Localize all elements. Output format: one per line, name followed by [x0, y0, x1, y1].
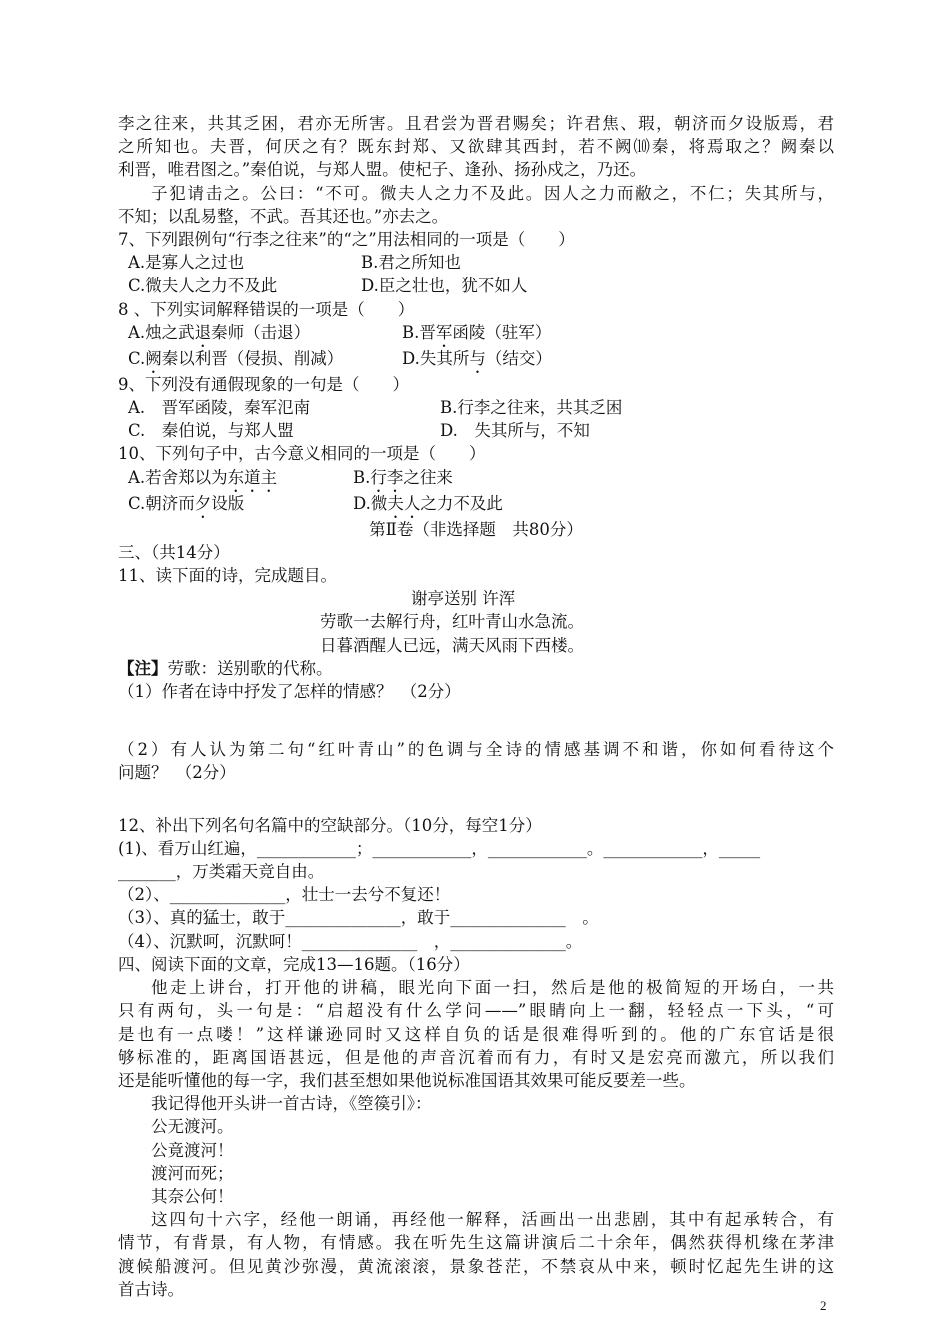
passage-line: 不知；以乱易整，不武。吾其还也。”亦去之。 [118, 206, 449, 226]
question-8-options-row1 [118, 321, 834, 347]
note-text: 劳歌：送别歌的代称。 [167, 658, 333, 678]
option-a [118, 321, 402, 347]
question-12-stem: 12、补出下列名句名篇中的空缺部分。（10分，每空1分） [118, 815, 542, 835]
question-11-sub1: （1）作者在诗中抒发了怎样的情感？ （2分） [118, 682, 461, 702]
article-line: 是也有一点喽！”这样谦逊同时又这样自负的话是很难得听到的。他的广东官话是很 [118, 1024, 834, 1044]
page-number: 2 [820, 1298, 827, 1313]
passage-line: 之所知也。夫晋，何厌之有？既东封郑、又欲肆其西封，若不阙⑽秦，将焉取之？阙秦以 [118, 137, 834, 157]
note-label: 【注】 [118, 658, 168, 678]
option-text: 之力不及此 [420, 493, 503, 513]
document-page [118, 112, 834, 1301]
passage-line: 子犯请击之。公曰：“不可。微夫人之力不及此。因人之力而敝之，不仁；失其所与， [151, 183, 834, 203]
option-d: D.臣之壮也，犹不如人 [361, 276, 528, 296]
poem-line: 劳歌一去解行舟，红叶青山水急流。 [320, 612, 584, 632]
option-text: 秦师（击退） [211, 322, 311, 342]
poem-verse: 渡河而死； [151, 1163, 234, 1183]
option-d [353, 492, 503, 518]
emphasized-word: 退 [194, 322, 212, 342]
option-text: 秦以利晋（侵损、削减） [161, 348, 344, 368]
option-c [118, 492, 353, 518]
section-2-title: 第Ⅱ卷（非选择题 共80分） [369, 519, 583, 539]
emphasized-word: 夫人 [387, 493, 421, 513]
question-8-options-row2 [118, 347, 834, 373]
option-a: A.是寡人之过也 [128, 253, 245, 273]
question-8-stem: 8 、下列实词解释错误的一项是（ ） [118, 299, 415, 319]
option-a: A. 晋军函陵，秦军氾南 [128, 398, 311, 418]
emphasized-word: 行李 [370, 467, 404, 487]
article-line: 首古诗。 [118, 1279, 184, 1299]
option-b [402, 321, 551, 347]
question-9-stem: 9、下列没有通假现象的一句是（ ） [118, 374, 409, 394]
article-line: 渡候船渡河。但见黄沙弥漫，黄流滚滚，景象苍茫，不禁哀从中来，顿时忆起先生讲的这 [118, 1256, 834, 1276]
question-7-options-row1 [118, 251, 834, 274]
passage-line: 李之往来，共其乏困，君亦无所害。且君尝为晋君赐矣；许君焦、瑕，朝济而夕设版焉，君 [118, 114, 834, 133]
emphasized-word: 阙 [145, 348, 162, 368]
answer-space [118, 785, 834, 808]
poem-line: 日暮酒醒人已远，满天风雨下西楼。 [320, 635, 584, 655]
poem-note [118, 657, 834, 680]
answer-space [118, 703, 834, 726]
emphasized-word: 军 [435, 322, 453, 342]
option-text: C.朝济而 [128, 493, 195, 513]
option-text: 之往来 [403, 467, 453, 487]
option-c: C.微夫人之力不及此 [128, 276, 278, 296]
article-line: 只有两句，头一句是：“启超没有什么学问——”眼睛向上一翻，轻轻点一下头，“可 [118, 1001, 834, 1021]
option-d [402, 347, 552, 373]
poem-verse: 公竟渡河！ [151, 1140, 234, 1160]
article-line: 这四句十六字，经他一朗诵，再经他一解释，活画出一出悲剧，其中有起承转合，有 [151, 1210, 834, 1230]
passage-line: 利晋，唯君图之。”秦伯说，与郑人盟。使杞子、逢孙、扬孙戍之，乃还。 [118, 160, 647, 180]
emphasized-word: 与 [469, 348, 486, 368]
option-b [353, 466, 453, 492]
option-text: D.失其所 [402, 348, 470, 368]
emphasized-word: 东道主 [227, 467, 278, 487]
poem-verse: 其奈公何！ [151, 1186, 234, 1206]
question-9-options-row2 [118, 419, 834, 442]
option-b: B.行李之往来，共其乏困 [440, 398, 623, 418]
article-line: 够标准的，距离国语甚远，但是他的声音沉着而有力，有时又是宏亮而激亢，所以我们 [118, 1047, 834, 1067]
option-b: B.君之所知也 [361, 253, 461, 273]
question-11-stem: 11、读下面的诗，完成题目。 [118, 566, 337, 586]
section-3-heading: 三、（共14分） [118, 542, 230, 562]
option-text: D.微 [353, 493, 388, 513]
option-text: B. [353, 467, 371, 487]
option-text: C. [128, 348, 146, 368]
question-7-options-row2 [118, 274, 834, 297]
poem-title: 谢亭送别 许浑 [411, 589, 516, 609]
question-9-options-row1 [118, 396, 834, 419]
option-c: C. 秦伯说，与郑人盟 [128, 421, 294, 441]
option-text: A.烛之武 [128, 322, 195, 342]
question-11-sub2-cont: 问题？ （2分） [118, 763, 236, 783]
question-10-stem: 10、下列句子中，古今意义相同的一项是（ ） [118, 444, 486, 464]
option-text: B.晋 [402, 322, 436, 342]
question-7-stem: 7、下列跟例句“行李之往来”的“之”用法相同的一项是（ ） [118, 230, 575, 250]
question-10-options-row2 [118, 492, 834, 518]
fill-blank-1-cont: _______，万类霜天竞自由。 [118, 862, 325, 882]
emphasized-word: 夕 [194, 493, 212, 513]
article-line: 情节，有背景，有人物，有情感。我在听先生这篇讲演后二十余年，偶然获得机缘在茅津 [118, 1233, 834, 1253]
question-11-sub2: （2）有人认为第二句“红叶青山”的色调与全诗的情感基调不和谐，你如何看待这个 [118, 740, 834, 760]
article-line: 他走上讲台，打开他的讲稿，眼光向下面一扫，然后是他的极简短的开场白，一共 [151, 978, 834, 998]
section-4-heading: 四、阅读下面的文章，完成13—16题。（16分） [118, 954, 470, 974]
option-text: A.若舍郑以为 [128, 467, 228, 487]
fill-blank-3: （3）、真的猛士，敢于______________，敢于______________ 。 [118, 908, 599, 928]
option-a [118, 466, 353, 492]
article-line: 我记得他开头讲一首古诗，《箜篌引》： [151, 1094, 432, 1114]
question-10-options-row1 [118, 466, 834, 492]
fill-blank-1: (1)、看万山红遍，____________；____________，____________。____________，_____ [118, 838, 761, 858]
fill-blank-2: （2）、______________，壮士一去兮不复还！ [118, 885, 451, 905]
article-line: 还是能听懂他的每一字，我们甚至想如果他说标准国语其效果可能反要差一些。 [118, 1070, 696, 1090]
option-text: 函陵（驻军） [452, 322, 552, 342]
poem-verse: 公无渡河。 [151, 1117, 234, 1137]
option-text: （结交） [485, 348, 552, 368]
fill-blank-4: （4）、沉默呵，沉默呵！______________ ，______________。 [118, 931, 583, 951]
option-text: 设版 [211, 493, 245, 513]
option-d: D. 失其所与，不知 [440, 421, 590, 441]
option-c [118, 347, 402, 373]
